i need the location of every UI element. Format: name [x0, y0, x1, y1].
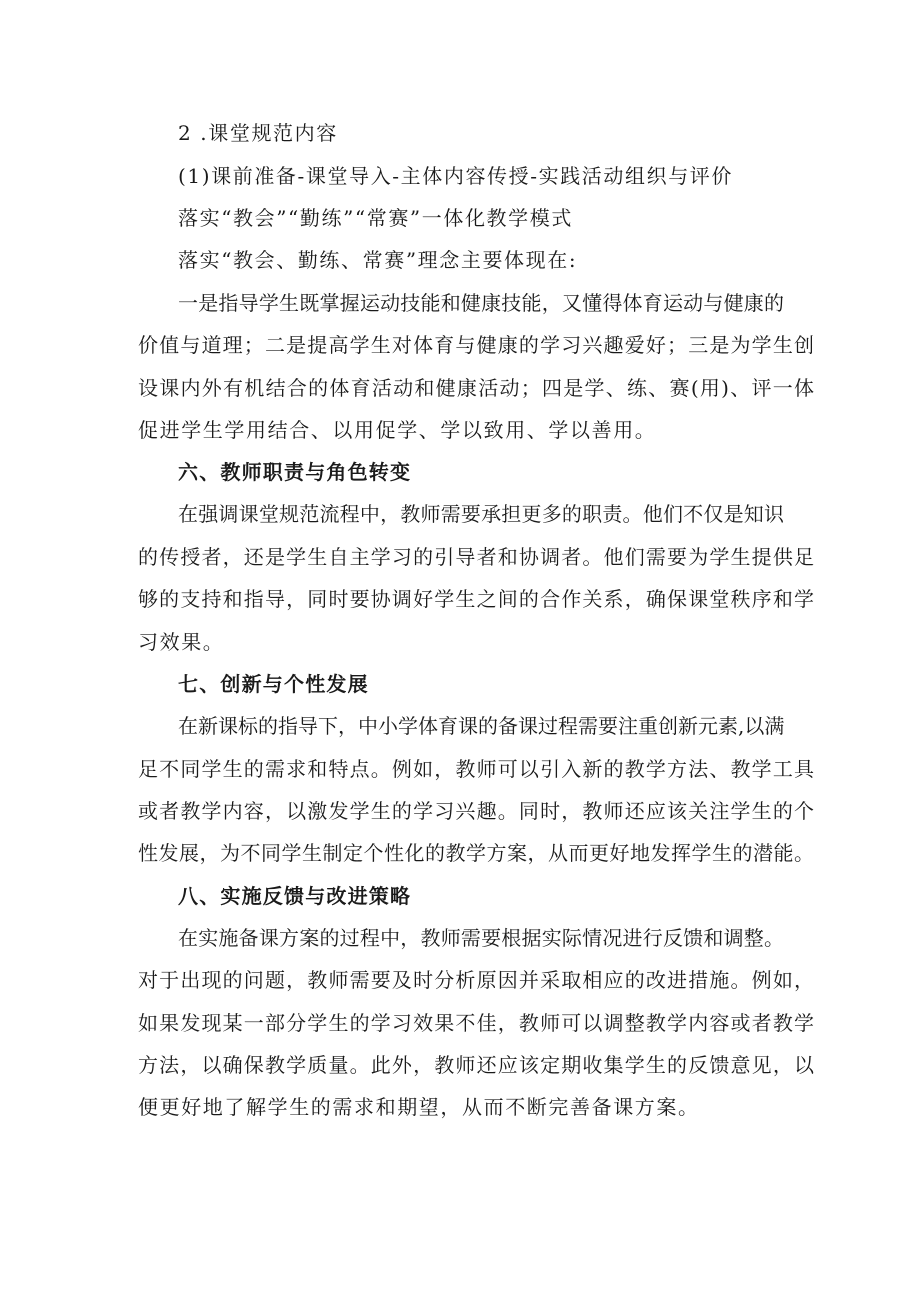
section-7-heading: 七、创新与个性发展 [178, 672, 369, 696]
section-2-line-2: 落实“教会”“勤练”“常赛”一体化教学模式 [178, 206, 573, 230]
section-6-para-line-4: 习效果。 [138, 630, 225, 654]
section-8-heading: 八、实施反馈与改进策略 [178, 884, 412, 908]
section-2-para-line-4: 促进学生学用结合、以用促学、学以致用、学以善用。 [138, 418, 657, 442]
section-8-para-line-4: 方法，以确保教学质量。此外，教师还应该定期收集学生的反馈意见，以 [138, 1053, 814, 1077]
section-2-para-line-1: 一是指导学生既掌握运动技能和健康技能，又懂得体育运动与健康的 [178, 291, 784, 315]
section-6-para-line-3: 够的支持和指导，同时要协调好学生之间的合作关系，确保课堂秩序和学 [138, 587, 814, 611]
section-2-line-1: (1)课前准备-课堂导入-主体内容传授-实践活动组织与评价 [178, 164, 734, 188]
section-7-para-line-2: 足不同学生的需求和特点。例如，教师可以引入新的教学方法、教学工具 [138, 757, 814, 781]
section-7-para-line-1: 在新课标的指导下，中小学体育课的备课过程需要注重创新元素,以满 [178, 714, 785, 738]
section-2-title: 2 .课堂规范内容 [178, 121, 338, 145]
section-8-para-line-3: 如果发现某一部分学生的学习效果不佳，教师可以调整教学内容或者教学 [138, 1011, 814, 1035]
section-8-para-line-5: 便更好地了解学生的需求和期望，从而不断完善备课方案。 [138, 1095, 700, 1119]
section-7-para-line-4: 性发展，为不同学生制定个性化的教学方案，从而更好地发挥学生的潜能。 [138, 841, 814, 865]
section-2-para-line-2: 价值与道理；二是提高学生对体育与健康的学习兴趣爱好；三是为学生创 [138, 333, 814, 357]
section-6-para-line-1: 在强调课堂规范流程中，教师需要承担更多的职责。他们不仅是知识 [178, 502, 784, 526]
section-2-para-line-3: 设课内外有机结合的体育活动和健康活动；四是学、练、赛(用)、评一体 [138, 376, 814, 400]
section-6-para-line-2: 的传授者，还是学生自主学习的引导者和协调者。他们需要为学生提供足 [138, 545, 814, 569]
section-8-para-line-1: 在实施备课方案的过程中，教师需要根据实际情况进行反馈和调整。 [178, 926, 784, 950]
section-8-para-line-2: 对于出现的问题，教师需要及时分析原因并采取相应的改进措施。例如， [138, 968, 814, 992]
section-6-heading: 六、教师职责与角色转变 [178, 460, 412, 484]
section-7-para-line-3: 或者教学内容，以激发学生的学习兴趣。同时，教师还应该关注学生的个 [138, 799, 814, 823]
section-2-line-3: 落实“教会、勤练、常赛”理念主要体现在: [178, 248, 578, 272]
